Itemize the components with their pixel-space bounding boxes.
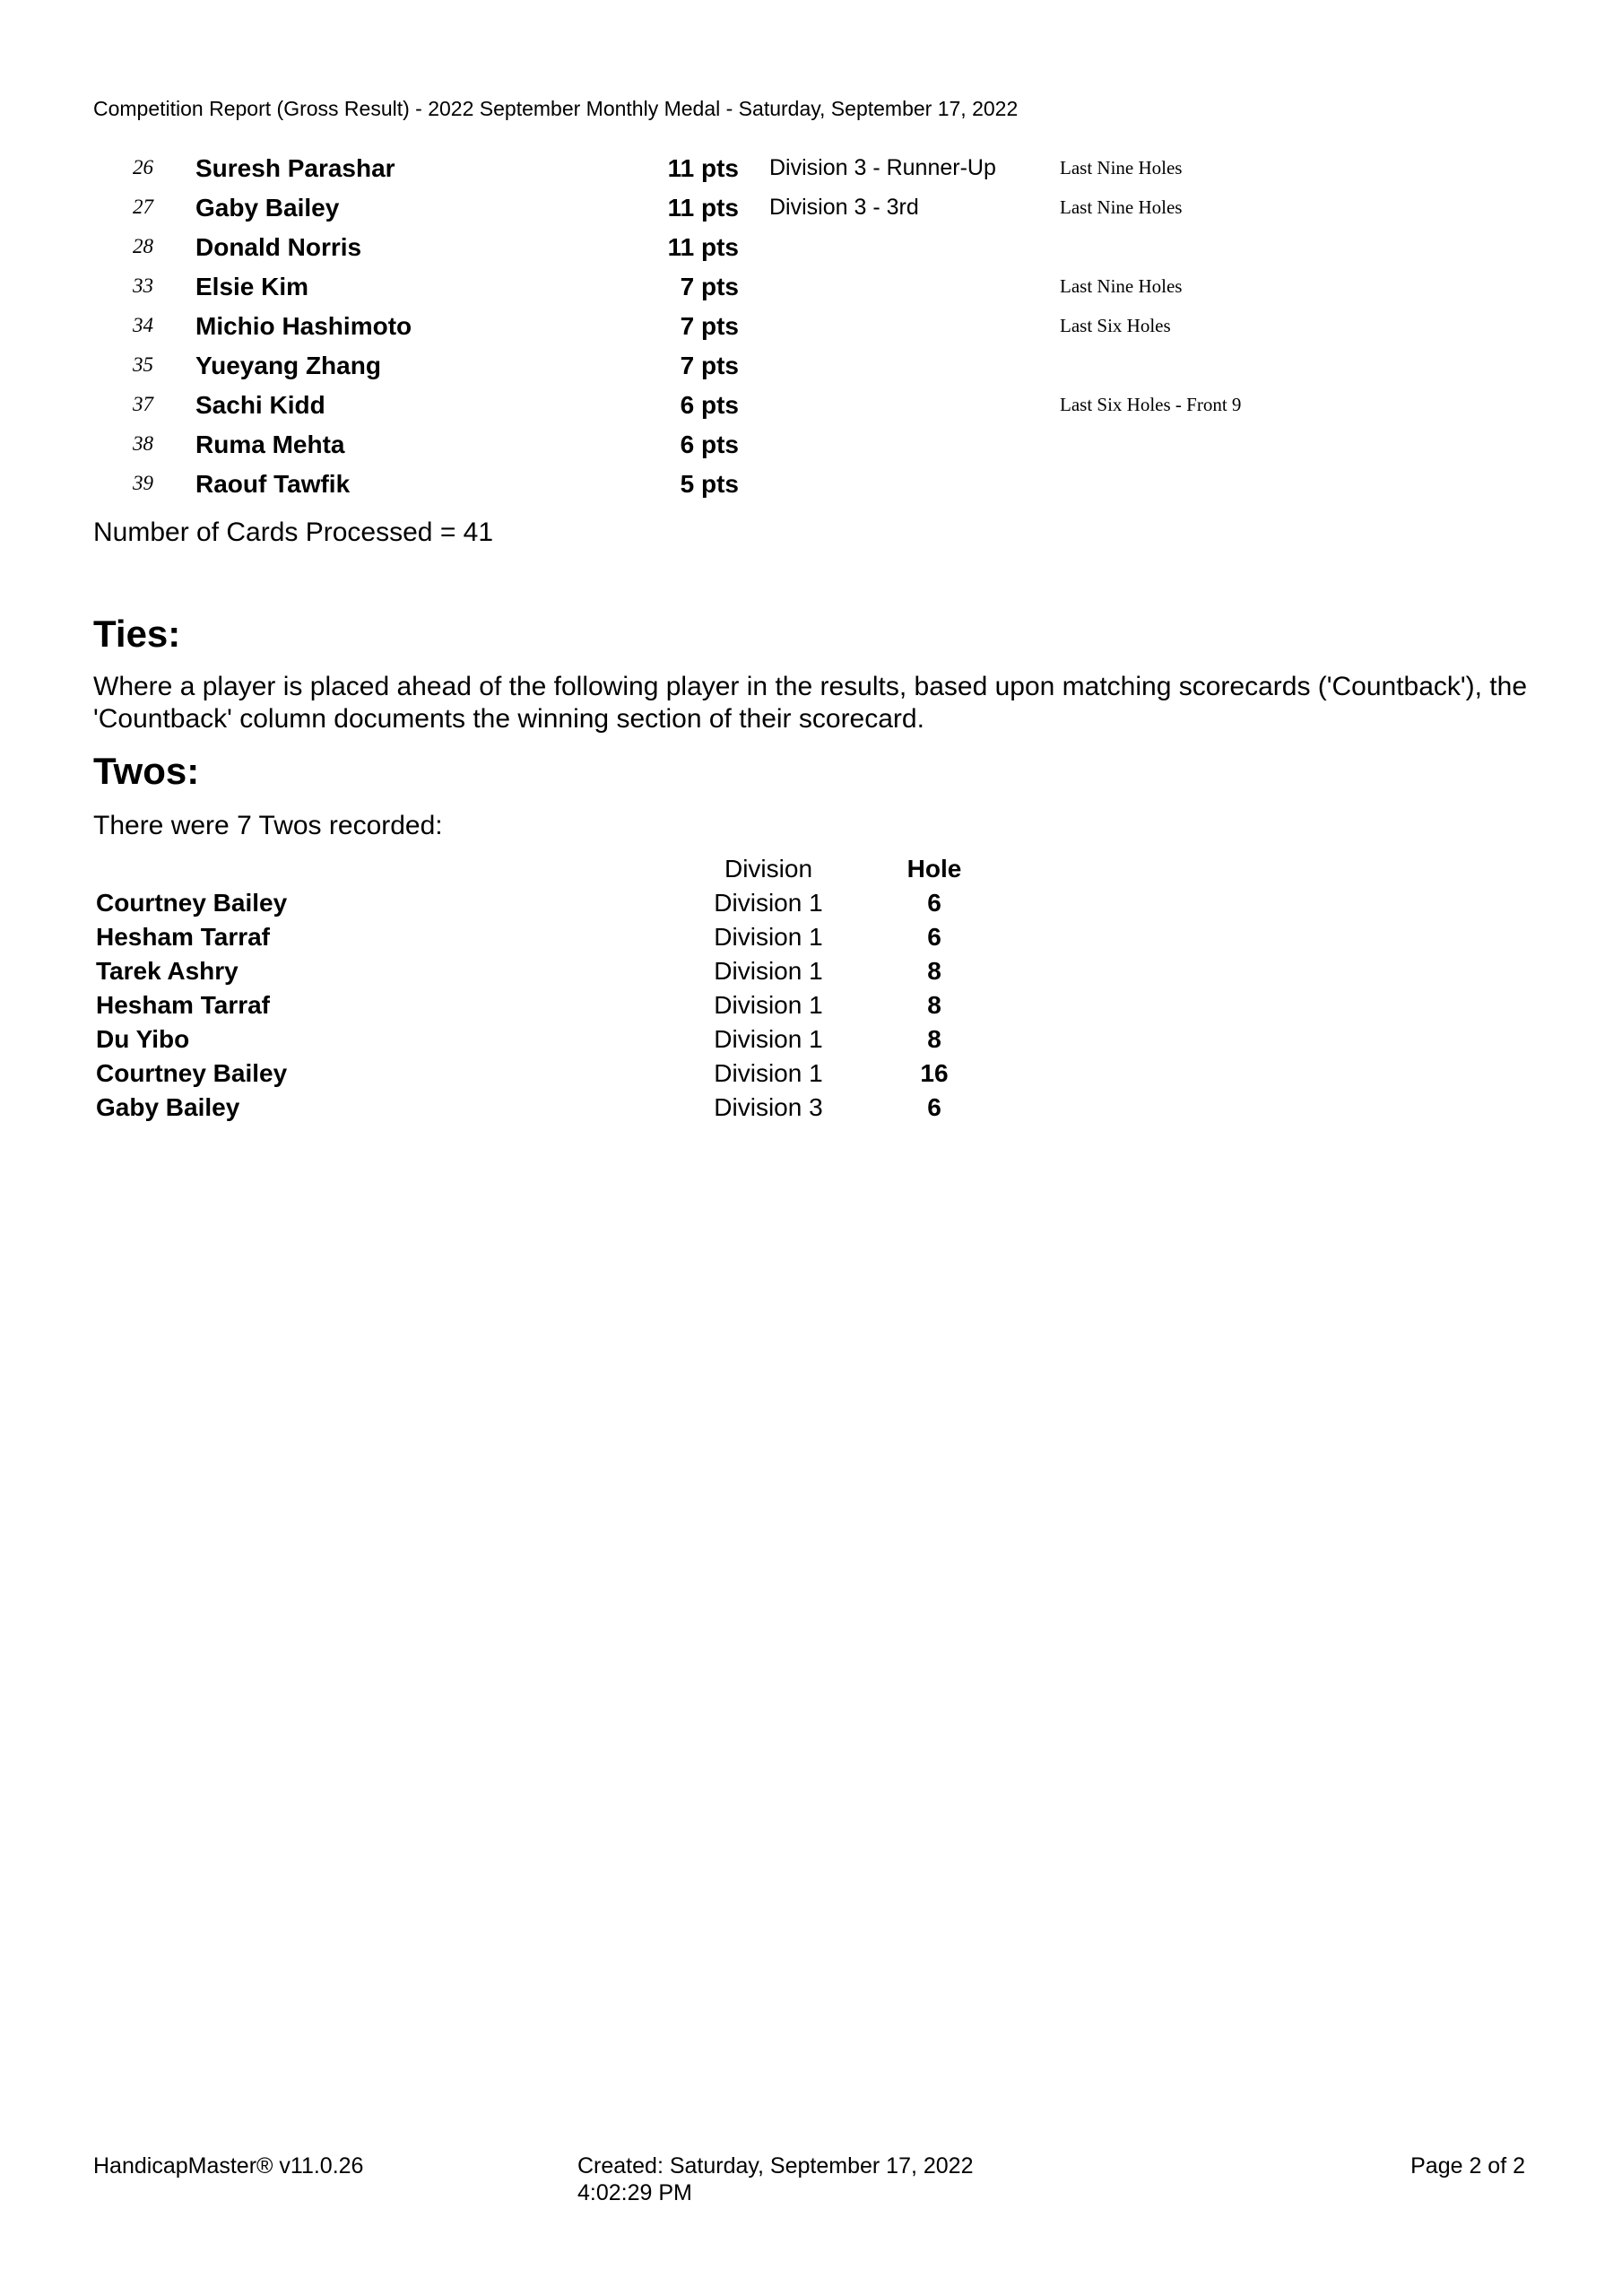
result-player-name: Michio Hashimoto [195, 312, 412, 340]
result-row [93, 466, 1438, 506]
cards-processed-count: Number of Cards Processed = 41 [93, 517, 494, 547]
result-points: 11 pts [667, 194, 739, 222]
twos-hole: 16 [920, 1059, 949, 1087]
table-row [93, 920, 984, 954]
twos-division: Division 1 [714, 991, 823, 1019]
twos-header-hole: Hole [906, 855, 962, 883]
result-row [93, 151, 1438, 190]
result-row [93, 387, 1438, 427]
result-award: Division 3 - 3rd [769, 195, 919, 220]
twos-division: Division 1 [714, 957, 823, 985]
result-player-name: Yueyang Zhang [195, 352, 381, 379]
twos-header-row [93, 852, 984, 886]
result-position: 35 [133, 353, 153, 376]
result-player-name: Ruma Mehta [195, 430, 345, 458]
result-player-name: Gaby Bailey [195, 194, 340, 222]
twos-hole: 6 [927, 923, 941, 951]
footer-created [577, 2152, 973, 2206]
result-points: 11 pts [667, 154, 739, 182]
twos-player-name: Tarek Ashry [96, 957, 239, 985]
twos-division: Division 1 [714, 889, 823, 917]
result-position: 33 [133, 274, 153, 297]
twos-hole: 8 [927, 1025, 941, 1053]
result-row [93, 427, 1438, 466]
result-row [93, 309, 1438, 348]
twos-intro: There were 7 Twos recorded: [93, 811, 443, 840]
table-row [93, 988, 984, 1022]
ties-explanation: Where a player is placed ahead of the following player in the results, based upon matching scorecards ('Countback'), the 'Countback' column documents the winning section of their scorecard. [93, 672, 1528, 734]
twos-division: Division 3 [714, 1093, 823, 1121]
result-position: 34 [133, 314, 153, 336]
twos-player-name: Hesham Tarraf [96, 991, 271, 1019]
result-countback: Last Nine Holes [1060, 157, 1183, 178]
result-row [93, 190, 1438, 230]
table-row [93, 1057, 984, 1091]
twos-header-division: Division [724, 855, 813, 883]
result-position: 39 [133, 472, 153, 494]
result-row [93, 230, 1438, 269]
twos-hole: 8 [927, 957, 941, 985]
twos-hole: 6 [927, 889, 941, 917]
result-player-name: Raouf Tawfik [195, 470, 351, 498]
footer-created-time: 4:02:29 PM [577, 2180, 692, 2205]
twos-player-name: Gaby Bailey [96, 1093, 240, 1121]
result-position: 26 [133, 156, 153, 178]
result-award: Division 3 - Runner-Up [769, 155, 996, 180]
result-points: 7 pts [680, 273, 739, 300]
twos-hole: 8 [927, 991, 941, 1019]
result-countback: Last Nine Holes [1060, 196, 1183, 218]
twos-player-name: Courtney Bailey [96, 1059, 288, 1087]
twos-division: Division 1 [714, 1059, 823, 1087]
result-countback: Last Six Holes - Front 9 [1060, 394, 1242, 415]
twos-player-name: Hesham Tarraf [96, 923, 271, 951]
result-points: 7 pts [680, 312, 739, 340]
twos-player-name: Courtney Bailey [96, 889, 288, 917]
twos-heading: Twos: [93, 750, 200, 792]
result-position: 28 [133, 235, 153, 257]
result-points: 6 pts [680, 391, 739, 419]
result-points: 5 pts [680, 470, 739, 498]
twos-header-player [93, 852, 652, 886]
footer-created-date: Created: Saturday, September 17, 2022 [577, 2153, 974, 2179]
footer-software-version: HandicapMaster® v11.0.26 [93, 2153, 364, 2179]
result-position: 37 [133, 393, 153, 415]
twos-hole: 6 [927, 1093, 941, 1121]
result-position: 27 [133, 196, 153, 218]
twos-division: Division 1 [714, 923, 823, 951]
result-player-name: Elsie Kim [195, 273, 309, 300]
twos-player-name: Du Yibo [96, 1025, 190, 1053]
table-row [93, 1022, 984, 1057]
result-countback: Last Six Holes [1060, 315, 1171, 336]
footer-page-number: Page 2 of 2 [1410, 2153, 1525, 2179]
result-player-name: Donald Norris [195, 233, 362, 261]
result-position: 38 [133, 432, 153, 455]
result-row [93, 269, 1438, 309]
result-points: 11 pts [667, 233, 739, 261]
ties-heading: Ties: [93, 613, 181, 655]
table-row [93, 954, 984, 988]
result-player-name: Suresh Parashar [195, 154, 395, 182]
table-row [93, 1091, 984, 1125]
result-row [93, 348, 1438, 387]
report-title: Competition Report (Gross Result) - 2022 September Monthly Medal - Saturday, September 17, 2022 [93, 97, 1019, 120]
results-list [93, 151, 1438, 506]
result-points: 6 pts [680, 430, 739, 458]
result-countback: Last Nine Holes [1060, 275, 1183, 297]
result-points: 7 pts [680, 352, 739, 379]
table-row [93, 886, 984, 920]
result-player-name: Sachi Kidd [195, 391, 325, 419]
twos-table [93, 852, 984, 1125]
twos-division: Division 1 [714, 1025, 823, 1053]
